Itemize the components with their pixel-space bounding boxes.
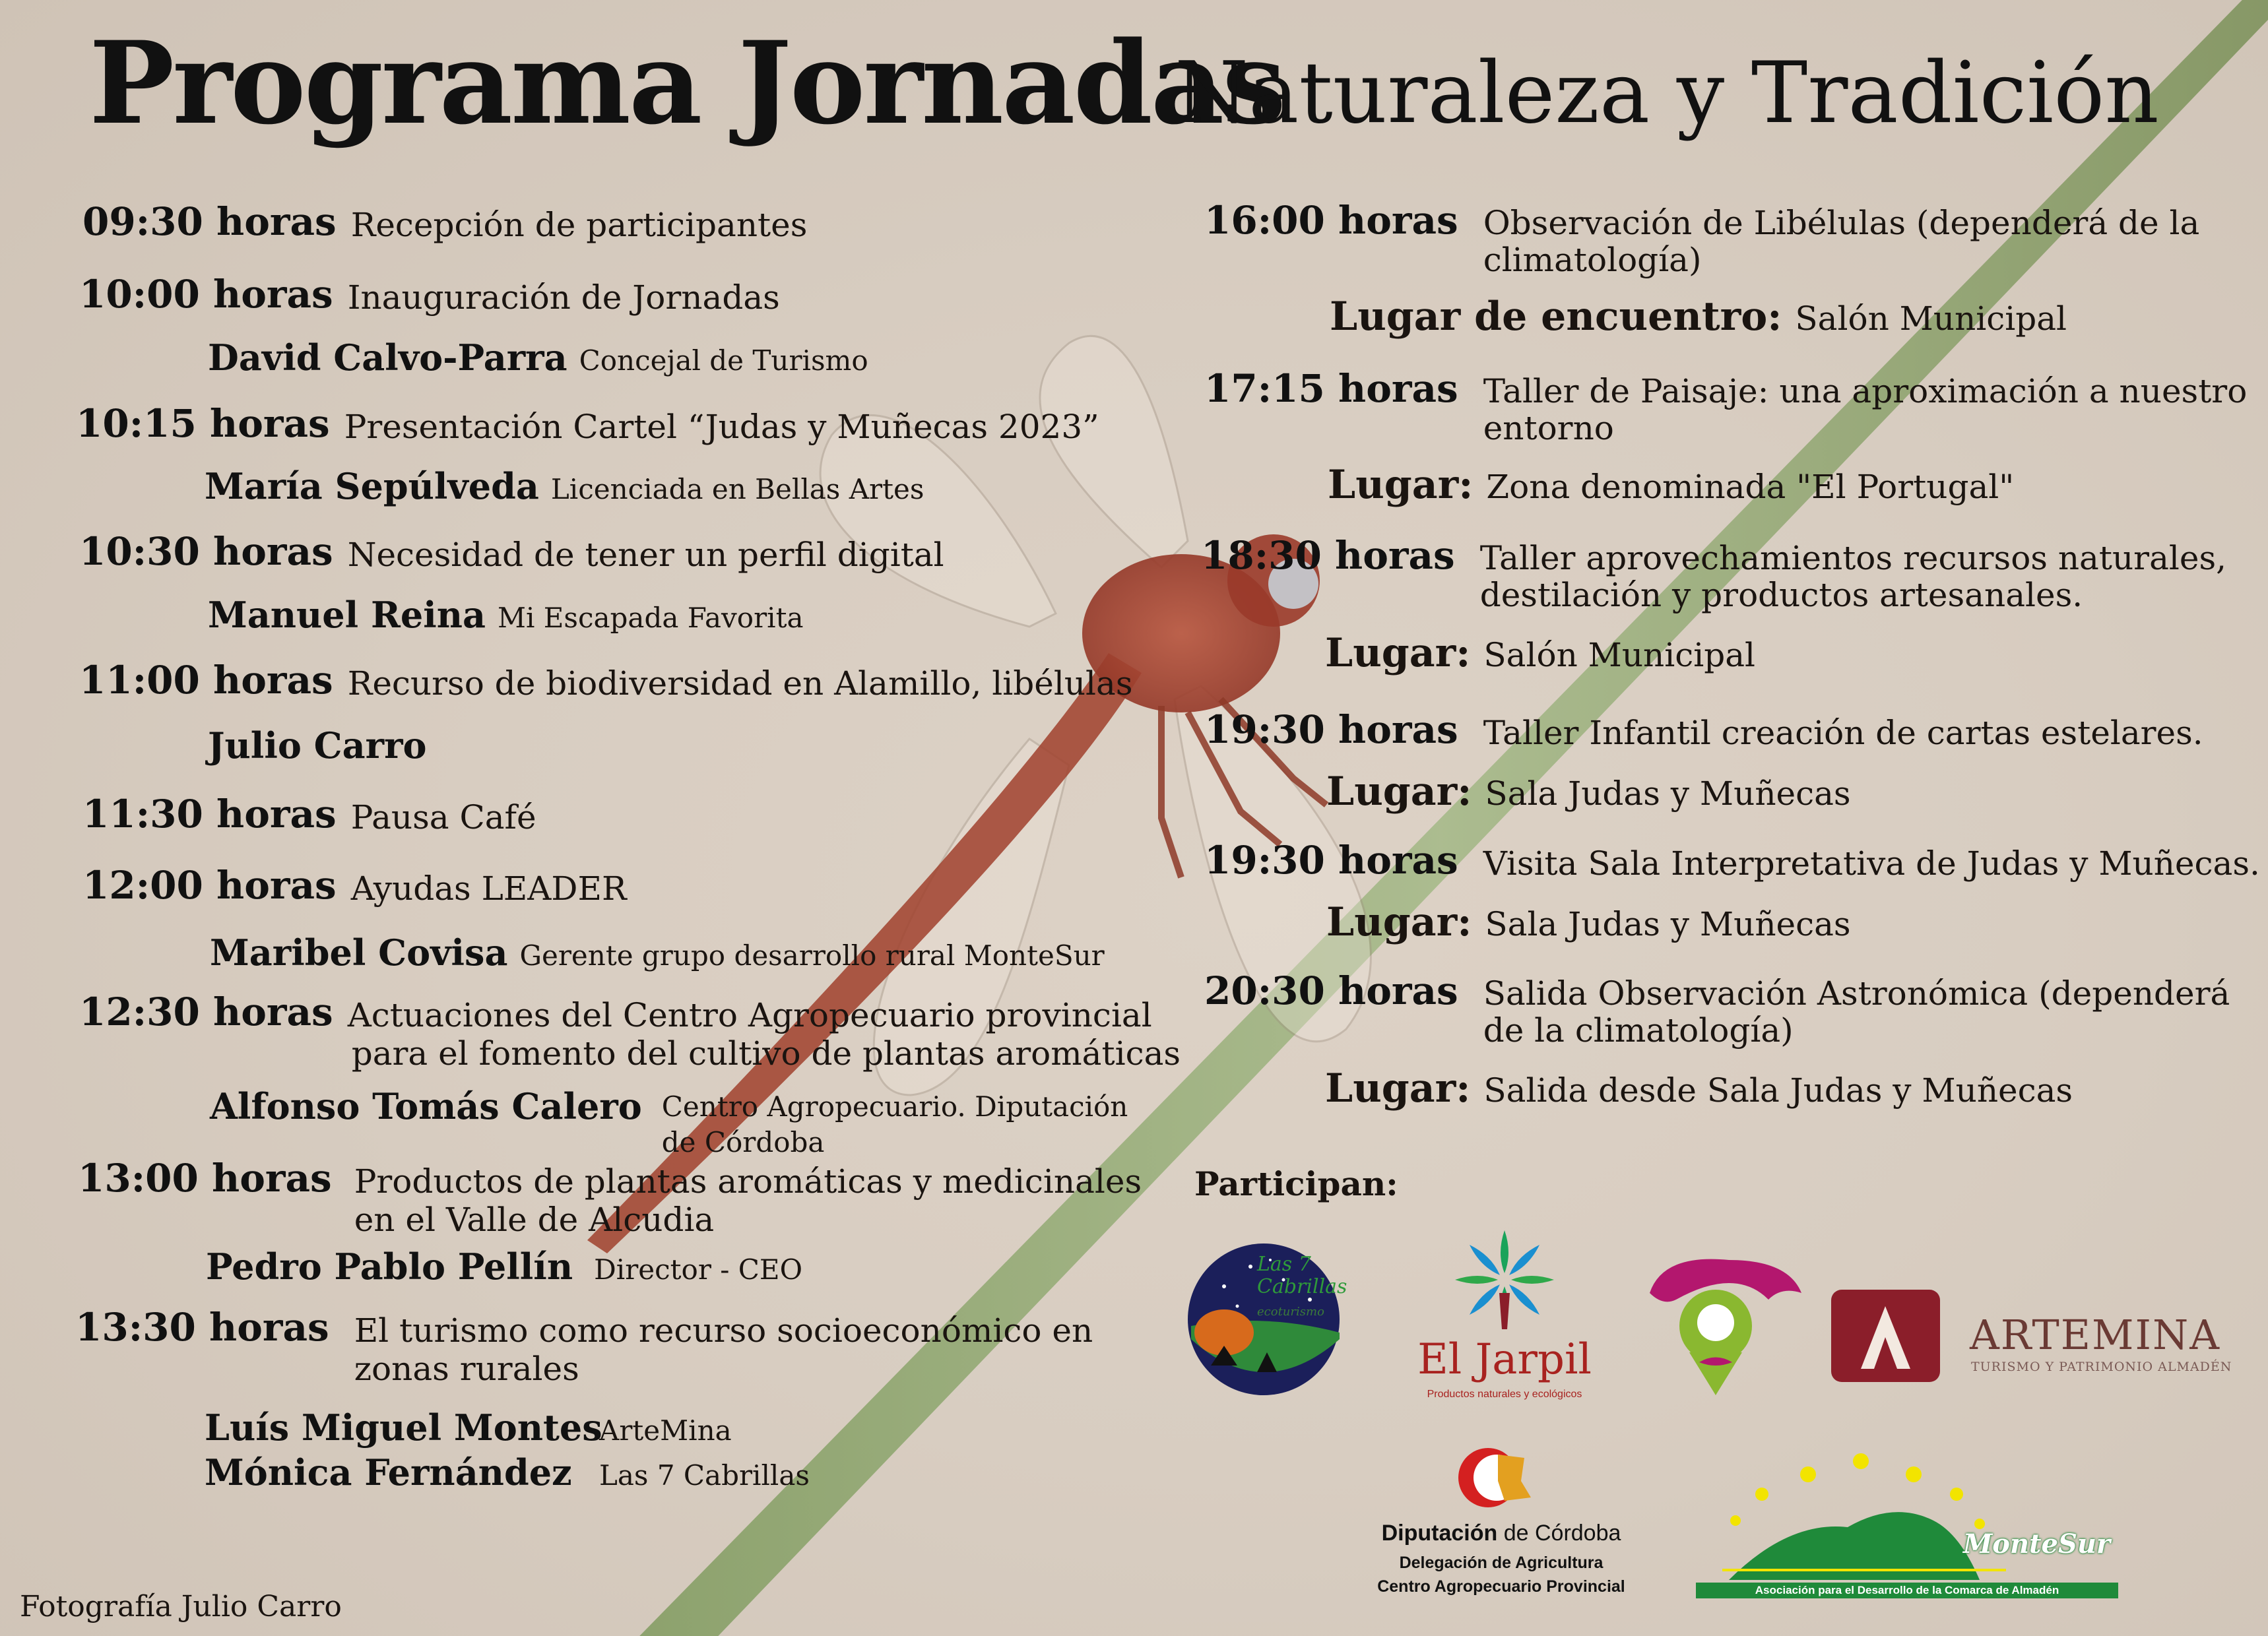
activity-line-1: Taller de Paisaje: una aproximación a nuestro bbox=[1483, 372, 2248, 410]
activity: Presentación Cartel “Judas y Muñecas 2023” bbox=[344, 408, 1099, 446]
place-value: Zona denominada "El Portugal" bbox=[1486, 468, 2015, 506]
time: 09:30 horas bbox=[82, 199, 337, 244]
speaker-name: Mónica Fernández bbox=[205, 1451, 572, 1494]
time: 17:15 horas bbox=[1204, 366, 1458, 411]
place-value: Sala Judas y Muñecas bbox=[1485, 905, 1851, 943]
activity-line-2: climatología) bbox=[1483, 241, 1702, 279]
schedule-item bbox=[1204, 838, 2260, 883]
schedule-item bbox=[82, 792, 536, 836]
speaker bbox=[208, 724, 427, 767]
schedule-item bbox=[79, 272, 780, 317]
speaker-role: Licenciada en Bellas Artes bbox=[550, 473, 924, 505]
speaker-role: Concejal de Turismo bbox=[579, 344, 868, 377]
time: 19:30 horas bbox=[1204, 838, 1458, 883]
artemina-tagline: TURISMO Y PATRIMONIO ALMADÉN bbox=[1971, 1360, 2232, 1374]
schedule-item bbox=[1204, 968, 2230, 1049]
schedule-item bbox=[1204, 366, 2247, 447]
diputacion-emblem-icon bbox=[1458, 1441, 1538, 1514]
speaker bbox=[206, 1245, 802, 1288]
speaker-name: Alfonso Tomás Calero bbox=[210, 1085, 642, 1127]
place-label: Lugar: bbox=[1328, 462, 1474, 508]
activity: Ayudas LEADER bbox=[350, 869, 627, 908]
activity bbox=[354, 1162, 1142, 1239]
logo-artemina bbox=[1831, 1290, 2234, 1382]
activity-line-1: Productos de plantas aromáticas y medicinales bbox=[354, 1162, 1142, 1201]
activity: Visita Sala Interpretativa de Judas y Muñecas. bbox=[1483, 844, 2260, 883]
speaker-name: Maribel Covisa bbox=[210, 931, 508, 974]
activity-line-2: destilación y productos artesanales. bbox=[1479, 576, 2083, 614]
participants-label: Participan: bbox=[1194, 1164, 1398, 1203]
activity bbox=[1480, 540, 2226, 614]
montesur-tagline: Asociación para el Desarrollo de la Comarca de Almadén bbox=[1696, 1583, 2118, 1598]
activity-line-2: zonas rurales bbox=[354, 1350, 579, 1388]
montesur-mountain-icon bbox=[1696, 1448, 2118, 1580]
place bbox=[1325, 1065, 2073, 1112]
jarpil-name: El Jarpil bbox=[1417, 1335, 1592, 1384]
schedule-item bbox=[1201, 533, 2226, 614]
logo-el-jarpil bbox=[1406, 1224, 1604, 1415]
diputacion-line3: Centro Agropecuario Provincial bbox=[1377, 1577, 1625, 1596]
speaker bbox=[210, 1085, 1128, 1160]
activity-line-1: Observación de Libélulas (dependerá de la bbox=[1483, 204, 2200, 242]
activity-line-2: entorno bbox=[1483, 409, 1614, 447]
montesur-name: MonteSur bbox=[1963, 1528, 2111, 1559]
activity-line-1: El turismo como recurso socioeconómico en bbox=[354, 1311, 1093, 1350]
activity bbox=[1483, 975, 2230, 1049]
schedule-item bbox=[82, 199, 807, 244]
speaker-name: Manuel Reina bbox=[208, 594, 486, 636]
speaker-name: Luís Miguel Montes bbox=[205, 1406, 602, 1449]
speaker bbox=[208, 594, 804, 637]
speaker bbox=[210, 931, 1105, 974]
place bbox=[1328, 462, 2014, 508]
activity-line-1: Salida Observación Astronómica (dependerá bbox=[1483, 974, 2230, 1013]
activity-line-2: en el Valle de Alcudia bbox=[354, 1201, 715, 1239]
place bbox=[1330, 294, 2067, 340]
place bbox=[1326, 769, 1851, 815]
time: 13:00 horas bbox=[78, 1156, 332, 1201]
speaker bbox=[205, 1406, 732, 1449]
activity bbox=[348, 996, 1181, 1073]
place bbox=[1326, 899, 1851, 945]
artemina-a-icon bbox=[1831, 1290, 1943, 1382]
place-value: Salón Municipal bbox=[1483, 636, 1756, 674]
logo-location-pin bbox=[1636, 1247, 1808, 1405]
time: 12:00 horas bbox=[82, 863, 337, 908]
logo-montesur bbox=[1696, 1448, 2118, 1606]
cabrillas-line1: Las 7 bbox=[1257, 1253, 1311, 1276]
schedule-item bbox=[82, 863, 627, 908]
artemina-name: ARTEMINA bbox=[1970, 1311, 2220, 1359]
schedule-item bbox=[79, 658, 1132, 703]
schedule-item bbox=[79, 529, 944, 574]
place bbox=[1325, 630, 1755, 676]
time: 16:00 horas bbox=[1204, 198, 1458, 243]
time: 11:00 horas bbox=[79, 658, 333, 703]
time: 19:30 horas bbox=[1204, 707, 1458, 752]
speaker-role: Director - CEO bbox=[594, 1253, 803, 1286]
photo-credit: Fotografía Julio Carro bbox=[20, 1590, 342, 1623]
speaker-name: Pedro Pablo Pellín bbox=[206, 1245, 573, 1288]
speaker-name: Julio Carro bbox=[208, 724, 427, 767]
diputacion-name bbox=[1346, 1521, 1656, 1546]
speaker bbox=[208, 336, 868, 379]
map-pin-icon bbox=[1636, 1247, 1808, 1405]
logo-diputacion-cordoba bbox=[1346, 1441, 1656, 1606]
activity bbox=[354, 1311, 1093, 1388]
place-label: Lugar de encuentro: bbox=[1330, 294, 1782, 340]
schedule-item bbox=[1204, 198, 2199, 278]
activity-line-1: Taller aprovechamientos recursos naturales, bbox=[1479, 539, 2227, 577]
speaker-role-line-1: Centro Agropecuario. Diputación bbox=[661, 1090, 1128, 1123]
place-label: Lugar: bbox=[1325, 630, 1471, 676]
schedule-item bbox=[76, 401, 1099, 446]
speaker-role-line-2: de Córdoba bbox=[661, 1126, 825, 1158]
time: 12:30 horas bbox=[79, 990, 333, 1034]
activity bbox=[1483, 373, 2248, 447]
schedule-item bbox=[75, 1305, 1093, 1388]
place-label: Lugar: bbox=[1326, 899, 1472, 945]
schedule-item bbox=[1204, 707, 2203, 752]
speaker-role bbox=[662, 1089, 1128, 1160]
time: 11:30 horas bbox=[82, 792, 337, 836]
speaker-name: María Sepúlveda bbox=[205, 465, 539, 507]
speaker bbox=[205, 1451, 810, 1494]
diputacion-name-rest: de Córdoba bbox=[1497, 1521, 1621, 1546]
schedule-item bbox=[78, 1156, 1142, 1239]
speaker-role: Gerente grupo desarrollo rural MonteSur bbox=[519, 939, 1105, 972]
speaker-role: Las 7 Cabrillas bbox=[599, 1459, 810, 1492]
page-subtitle: Naturaleza y Tradición bbox=[1175, 44, 2159, 142]
activity: Inauguración de Jornadas bbox=[347, 278, 780, 317]
time: 10:00 horas bbox=[79, 272, 333, 317]
activity: Necesidad de tener un perfil digital bbox=[347, 536, 944, 574]
place-value: Salón Municipal bbox=[1795, 299, 2067, 338]
speaker-name: David Calvo-Parra bbox=[208, 336, 567, 379]
activity-line-2: de la climatología) bbox=[1483, 1011, 1794, 1050]
time: 10:15 horas bbox=[76, 401, 330, 446]
time: 18:30 horas bbox=[1201, 533, 1455, 578]
page-title: Programa Jornadas bbox=[89, 16, 1285, 150]
speaker-role: ArteMina bbox=[599, 1414, 732, 1447]
diputacion-name-bold: Diputación bbox=[1381, 1521, 1498, 1546]
activity: Recurso de biodiversidad en Alamillo, libélulas bbox=[347, 664, 1133, 703]
cabrillas-line2: Cabrillas bbox=[1257, 1275, 1347, 1298]
place-value: Sala Judas y Muñecas bbox=[1485, 774, 1851, 813]
jarpil-tagline: Productos naturales y ecológicos bbox=[1427, 1389, 1582, 1400]
activity: Pausa Café bbox=[350, 798, 536, 836]
schedule-item bbox=[79, 990, 1181, 1073]
activity: Taller Infantil creación de cartas estelares. bbox=[1483, 714, 2203, 752]
cabrillas-line3: ecoturismo bbox=[1257, 1305, 1324, 1319]
activity-line-1: Actuaciones del Centro Agropecuario provincial bbox=[347, 996, 1152, 1034]
speaker-role: Mi Escapada Favorita bbox=[497, 602, 804, 634]
diputacion-line2: Delegación de Agricultura bbox=[1399, 1554, 1604, 1572]
activity-line-2: para el fomento del cultivo de plantas aromáticas bbox=[351, 1034, 1181, 1073]
logo-las-7-cabrillas bbox=[1184, 1234, 1369, 1405]
activity: Recepción de participantes bbox=[350, 206, 808, 244]
place-label: Lugar: bbox=[1325, 1065, 1471, 1112]
time: 13:30 horas bbox=[75, 1305, 329, 1350]
time: 20:30 horas bbox=[1204, 968, 1458, 1013]
activity bbox=[1483, 204, 2200, 278]
time: 10:30 horas bbox=[79, 529, 333, 574]
place-value: Salida desde Sala Judas y Muñecas bbox=[1483, 1071, 2073, 1110]
speaker bbox=[205, 465, 924, 508]
jarpil-flower-icon bbox=[1406, 1224, 1604, 1336]
place-label: Lugar: bbox=[1326, 769, 1472, 815]
